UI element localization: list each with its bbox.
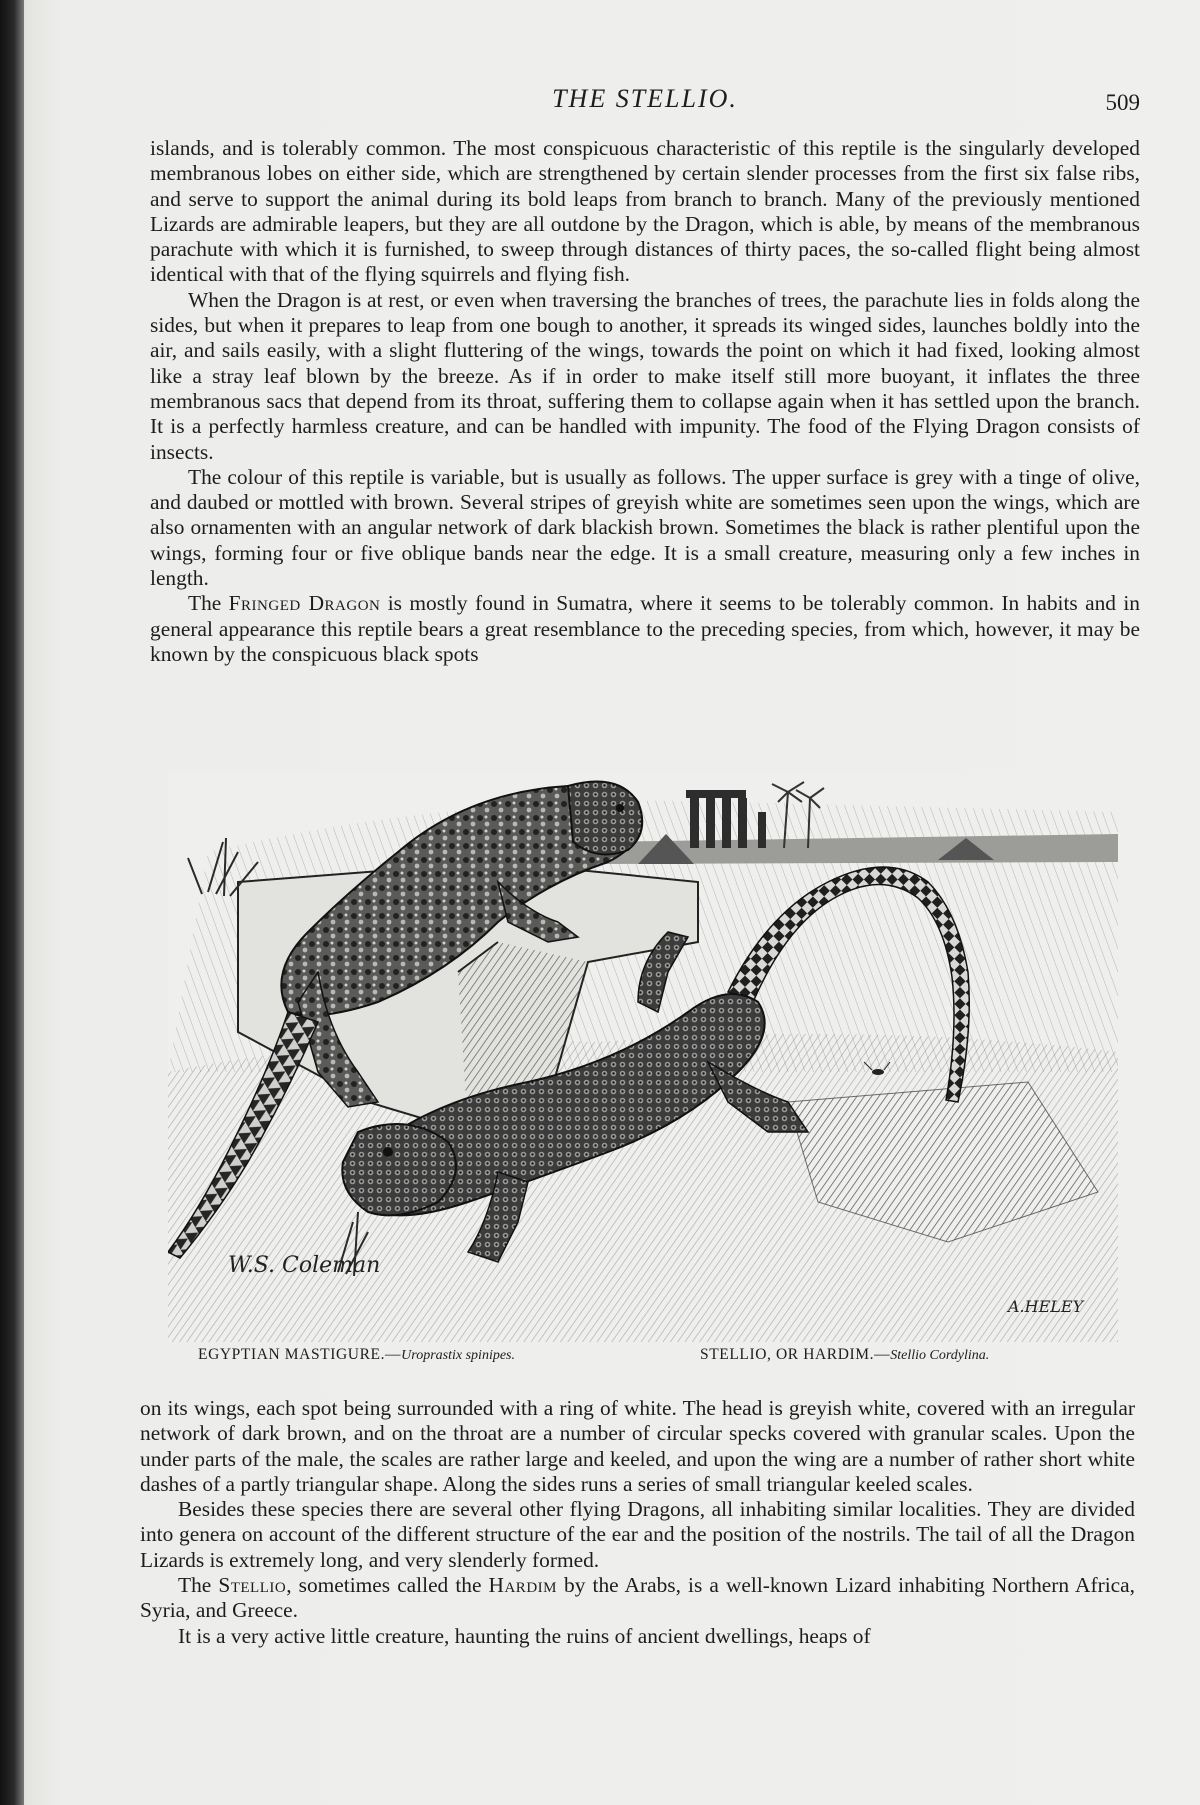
caption-right-scientific: Stellio Cordylina.	[890, 1348, 990, 1363]
paragraph-text: The colour of this reptile is variable, but is usually as follows. The upper surface is grey with a tinge of olive, and daubed or mottled with brown. Several stripes of greyish white are sometimes seen upon the wings, which are also ornamenten with an angular network of dark blackish brown. Sometimes the black is rather plentiful upon the wings, forming four or five oblique bands near the edge. It is a small creature, measuring only a few inches in length.	[150, 464, 1140, 591]
caption-egyptian-mastigure	[198, 1346, 515, 1364]
book-spine-shadow	[0, 0, 24, 1805]
small-caps-term: Stellio	[218, 1573, 287, 1598]
caption-right-label: STELLIO, OR HARDIM.—	[700, 1346, 891, 1363]
caption-left-label: EGYPTIAN MASTIGURE.—	[198, 1346, 402, 1363]
running-head	[150, 84, 1140, 118]
small-caps-term: Fringed Dragon	[228, 591, 381, 616]
paragraph-text: The	[178, 1573, 219, 1598]
lower-text-block	[140, 1396, 1135, 1649]
paragraph-text: It is a very active little creature, haunting the ruins of ancient dwellings, heaps of	[178, 1623, 871, 1648]
paragraph	[150, 136, 1140, 288]
small-caps-term: Hardim	[488, 1573, 557, 1598]
paragraph-text: The	[188, 591, 229, 616]
paragraph	[140, 1497, 1135, 1573]
page-number: 509	[1105, 90, 1140, 115]
paragraph-text: islands, and is tolerably common. The most conspicuous characteristic of this reptile is the singularly developed membranous lobes on either side, which are strengthened by certain slender processes from the first six false ribs, and serve to support the animal during its bold leaps from branch to branch. Many of the previously mentioned Lizards are admirable leapers, but they are all outdone by the Dragon, which is able, by means of the membranous parachute with which it is furnished, to sweep through distances of thirty paces, the so-called flight being almost identical with that of the flying squirrels and flying fish.	[150, 136, 1140, 287]
paragraph	[150, 288, 1140, 465]
paragraph-text: When the Dragon is at rest, or even when traversing the branches of trees, the parachute lies in folds along the sides, but when it prepares to leap from one bough to another, it spreads its winged sides, launches boldly into the air, and sails easily, with a slight fluttering of the wings, towards the point on which it had fixed, looking almost like a stray leaf blown by the breeze. As if in order to make itself still more buoyant, it inflates the three membranous sacs that depend from its throat, suffering them to collapse again when it has settled upon the branch. It is a perfectly harmless creature, and can be handled with impunity. The food of the Flying Dragon consists of insects.	[150, 287, 1140, 464]
paragraph-text: is mostly found in Sumatra, where it seems to be tolerably common. In habits and in general appearance this reptile bears a great resemblance to the preceding species, from which, however, it may be known by the conspicuous black spots	[150, 591, 1141, 666]
caption-stellio	[700, 1346, 989, 1364]
paragraph-text: Besides these species there are several other flying Dragons, all inhabiting similar localities. They are divided into genera on account of the different structure of the ear and the position of the nostrils. The tail of all the Dragon Lizards is extremely long, and very slenderly formed.	[140, 1497, 1135, 1572]
paragraph	[140, 1624, 1135, 1649]
chapter-title: THE STELLIO.	[552, 84, 738, 113]
paragraph-text: , sometimes called the	[286, 1573, 489, 1598]
caption-left-scientific: Uroprastix spinipes.	[401, 1348, 515, 1363]
lizard-illustration	[168, 772, 1118, 1342]
paragraph	[150, 591, 1140, 667]
paragraph	[140, 1573, 1135, 1624]
upper-text-block	[150, 136, 1140, 667]
paragraph	[140, 1396, 1135, 1497]
paragraph	[150, 465, 1140, 591]
paragraph-text: by the Arabs, is a well-known Lizard inhabiting Northern Africa, Syria, and Greece.	[140, 1573, 1135, 1623]
engraving-lizards	[168, 772, 1118, 1342]
artist-signature: W.S. Coleman	[228, 1253, 381, 1278]
engraver-signature: A.HELEY	[1008, 1297, 1084, 1316]
paragraph-text: on its wings, each spot being surrounded with a ring of white. The head is greyish white, covered with an irregular network of dark brown, and on the throat are a number of circular specks covered with granular scales. Upon the under parts of the male, the scales are rather large and keeled, and upon the wing are a number of rather short white dashes of a partly triangular shape. Along the sides runs a series of small triangular keeled scales.	[140, 1396, 1135, 1496]
